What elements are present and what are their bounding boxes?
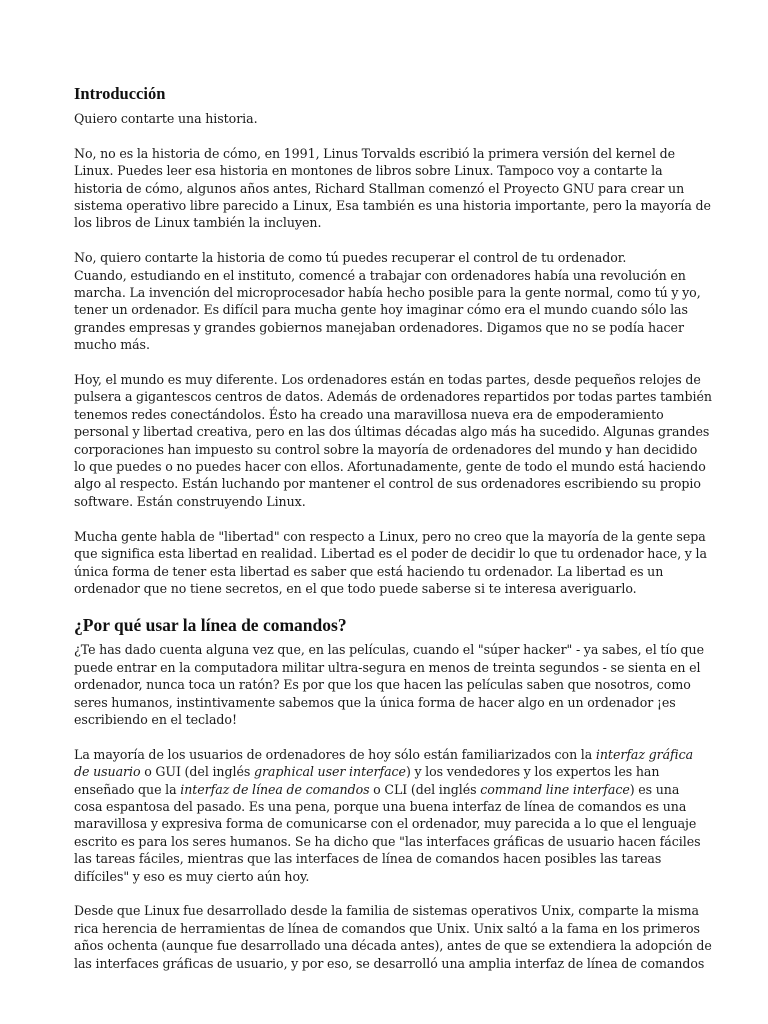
text-line: maravillosa y expresiva forma de comunicarse con el ordenador, muy parecida a lo que el lenguaje (74, 816, 697, 832)
text-line: que significa esta libertad en realidad. Libertad es el poder de decidir lo que tu ordenador hace, y la (74, 546, 707, 562)
italic-term: command line interface (480, 781, 630, 797)
text-line: mucho más. (74, 337, 150, 353)
paragraph-intro-3 (74, 249, 701, 353)
text-line: cosa espantosa del pasado. Es una pena, porque una buena interfaz de línea de comandos es una (74, 798, 687, 814)
text-line: seres humanos, instintivamente sabemos que la única forma de hacer algo en un ordenador ¡es (74, 694, 676, 710)
paragraph-intro-2 (74, 145, 711, 232)
text-line: los libros de Linux también la incluyen. (74, 215, 322, 231)
text-line: las tareas fáciles, mientras que las interfaces de línea de comandos hacen posibles las tareas (74, 851, 662, 867)
document-page (74, 84, 712, 972)
text-line: corporaciones han impuesto su control sobre la mayoría de ordenadores del mundo y han decidido (74, 441, 698, 457)
text-line: software. Están construyendo Linux. (74, 493, 306, 509)
text-line: tenemos redes conectándolos. Ésto ha creado una maravillosa nueva era de empoderamiento (74, 406, 664, 422)
text-line: No, quiero contarte la historia de como tú puedes recuperar el control de tu ordenador. (74, 250, 627, 266)
text-line (74, 763, 696, 780)
italic-term: de usuario (74, 764, 141, 780)
text-line: Quiero contarte una historia. (74, 111, 258, 126)
text-line: Desde que Linux fue desarrollado desde la familia de sistemas operativos Unix, comparte la misma (74, 903, 699, 919)
text-run: ) y los vendedores y los expertos les han (405, 764, 660, 780)
italic-term: graphical user interface (253, 764, 406, 780)
text-line: las interfaces gráficas de usuario, y por eso, se desarrolló una amplia interfaz de línea de comandos (74, 955, 705, 971)
text-run: enseñado que la (74, 781, 181, 797)
text-line: personal y libertad creativa, pero en las dos últimas décadas algo más ha sucedido. Algunas grandes (74, 424, 710, 440)
paragraph-intro-4 (74, 371, 712, 510)
text-run: o GUI (del inglés (140, 764, 254, 780)
italic-term: interfaz gráfica (595, 746, 694, 762)
text-line: rica herencia de herramientas de línea de comandos que Unix. Unix saltó a la fama en los primeros (74, 920, 700, 936)
text-line: tener un ordenador. Es difícil para mucha gente hoy imaginar cómo era el mundo cuando sólo las (74, 302, 688, 318)
text-line: ¿Te has dado cuenta alguna vez que, en las películas, cuando el "súper hacker" - ya sabes, el tío que (74, 642, 704, 658)
text-line: escrito es para los seres humanos. Se ha dicho que "las interfaces gráficas de usuario hacen fáciles (74, 833, 701, 849)
section-heading-introduccion: Introducción (74, 84, 166, 103)
text-line: lo que puedes o no puedes hacer con ellos. Afortunadamente, gente de todo el mundo está haciendo (74, 459, 706, 475)
text-line: marcha. La invención del microprocesador había hecho posible para la gente normal, como tú y yo, (74, 285, 701, 301)
text-line: Mucha gente habla de "libertad" con respecto a Linux, pero no creo que la mayoría de la gente sepa (74, 528, 706, 544)
text-line: escribiendo en el teclado! (74, 711, 237, 727)
paragraph-intro-5 (74, 528, 707, 598)
paragraph-cli-1 (74, 641, 704, 728)
text-line: historia de cómo, algunos años antes, Richard Stallman comenzó el Proyecto GNU para crear un (74, 180, 685, 196)
text-line (74, 781, 696, 798)
text-line: ordenador, nunca toca un ratón? Es por que los que hacen las películas saben que nosotros, como (74, 677, 691, 693)
text-line: difíciles" y eso es muy cierto aún hoy. (74, 868, 310, 884)
text-run: La mayoría de los usuarios de ordenadores de hoy sólo están familiarizados con la (74, 746, 596, 762)
text-line: pulsera a gigantescos centros de datos. Además de ordenadores repartidos por todas partes también (74, 389, 712, 405)
text-run: ) es una (629, 781, 680, 797)
paragraph-cli-3 (74, 902, 712, 972)
text-line: Hoy, el mundo es muy diferente. Los ordenadores están en todas partes, desde pequeños relojes de (74, 372, 701, 388)
italic-term: interfaz de línea de comandos (180, 781, 370, 797)
text-line: única forma de tener esta libertad es saber que está haciendo tu ordenador. La libertad es un (74, 563, 664, 579)
text-line: ordenador que no tiene secretos, en el que todo puede saberse si te interesa averiguarlo. (74, 580, 637, 596)
text-line (74, 746, 696, 763)
text-line: grandes empresas y grandes gobiernos manejaban ordenadores. Digamos que no se podía hacer (74, 319, 684, 335)
text-run: o CLI (del inglés (369, 781, 481, 797)
section-heading-linea-de-comandos: ¿Por qué usar la línea de comandos? (74, 615, 347, 636)
text-line: puede entrar en la computadora militar ultra-segura en menos de treinta segundos - se sienta en el (74, 659, 701, 675)
text-line: No, no es la historia de cómo, en 1991, Linus Torvalds escribió la primera versión del kernel de (74, 145, 676, 161)
text-line: sistema operativo libre parecido a Linux, Esa también es una historia importante, pero la mayoría de (74, 198, 711, 214)
text-line: años ochenta (aunque fue desarrollado una década antes), antes de que se extendiera la adopción de (74, 938, 712, 954)
text-line: algo al respecto. Están luchando por mantener el control de sus ordenadores escribiendo su propio (74, 476, 701, 492)
text-line: Linux. Puedes leer esa historia en montones de libros sobre Linux. Tampoco voy a contarte la (74, 163, 663, 179)
paragraph-intro-1 (74, 110, 696, 127)
paragraph-cli-2 (74, 746, 701, 885)
text-line: Cuando, estudiando en el instituto, comencé a trabajar con ordenadores había una revolución en (74, 267, 686, 283)
